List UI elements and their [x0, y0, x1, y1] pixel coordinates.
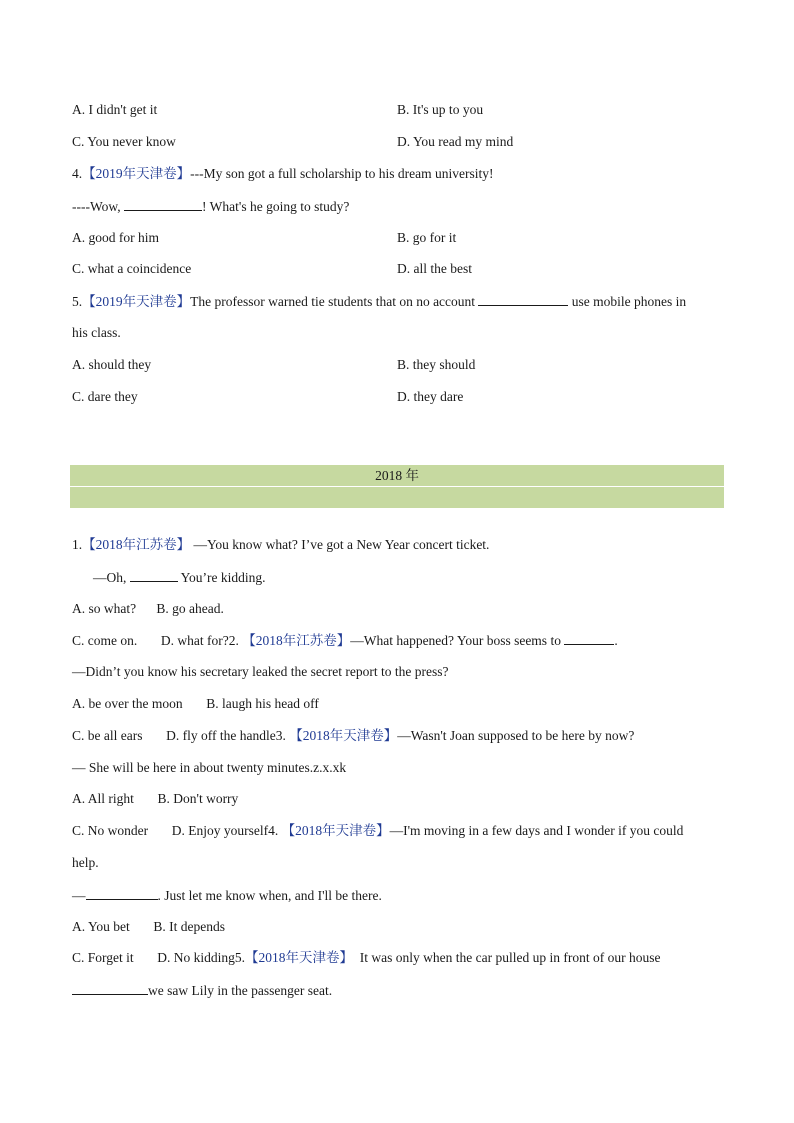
question-stem [72, 537, 489, 553]
options-ab: A. You bet B. It depends [72, 919, 226, 934]
question-number: 4. [72, 166, 83, 181]
stem-text: It was only when the car pulled up in front of our house [353, 950, 661, 965]
source-tag: 【2018年天津卷】 [245, 950, 354, 965]
answer-blank [72, 982, 148, 995]
option-b: B. It's up to you [397, 102, 484, 117]
stem-text: —What happened? Your boss seems to [350, 633, 565, 648]
reply-text: ! What's he going to study? [202, 199, 350, 214]
reply-text: You’re kidding. [177, 570, 266, 585]
answer-blank [478, 293, 568, 306]
stem-text: —I'm moving in a few days and I wonder if you could [389, 823, 684, 838]
question-number: 5. [72, 294, 83, 309]
options-cd: C. be all ears D. fly off the handle [72, 728, 276, 743]
section-divider [70, 486, 724, 487]
reply-text: —Oh, [93, 570, 130, 585]
reply-line [93, 569, 266, 586]
source-tag: 【2018年江苏卷】 [82, 537, 191, 552]
stem-text: ---My son got a full scholarship to his dream university! [190, 166, 494, 181]
options-and-question [72, 950, 660, 966]
reply-text: ----Wow, [72, 199, 125, 214]
question-stem [72, 293, 686, 310]
stem-text: —You know what? I’ve got a New Year concert ticket. [190, 537, 490, 552]
source-tag: 【2018年江苏卷】 [242, 633, 351, 648]
reply-text: — [72, 888, 86, 903]
options-and-question [72, 728, 634, 744]
reply-line: —Didn’t you know his secretary leaked the secret report to the press? [72, 664, 449, 679]
reply-line [72, 887, 382, 904]
source-tag: 【2019年天津卷】 [82, 294, 191, 309]
question-number: 2. [228, 633, 243, 648]
question-number: 3. [275, 728, 290, 743]
stem-text: we saw Lily in the passenger seat. [148, 983, 333, 998]
question-number: 4. [268, 823, 282, 838]
options-cd: C. come on. D. what for? [72, 633, 229, 648]
stem-continuation: help. [72, 855, 99, 870]
option-d: D. they dare [397, 389, 464, 404]
options-and-question [72, 632, 618, 649]
option-c: C. what a coincidence [72, 261, 192, 276]
question-stem [72, 166, 493, 182]
options-ab: A. be over the moon B. laugh his head off [72, 696, 319, 711]
reply-line [72, 198, 349, 215]
option-b: B. go for it [397, 230, 457, 245]
source-tag: 【2018年天津卷】 [289, 728, 398, 743]
options-ab: A. so what? B. go ahead. [72, 601, 224, 616]
stem-continuation [72, 982, 332, 999]
answer-blank [564, 632, 614, 645]
reply-line: — She will be here in about twenty minutes.z.x.xk [72, 760, 347, 775]
question-number: 5. [234, 950, 246, 965]
source-tag: 【2019年天津卷】 [82, 166, 191, 181]
options-cd: C. No wonder D. Enjoy yourself [72, 823, 269, 838]
stem-continuation: his class. [72, 325, 121, 340]
section-title: 2018 年 [375, 468, 419, 483]
options-and-question [72, 823, 683, 839]
stem-text: —Wasn't Joan supposed to be here by now? [397, 728, 635, 743]
answer-blank [86, 887, 158, 900]
option-a: A. should they [72, 357, 152, 372]
answer-blank [130, 569, 178, 582]
stem-text: The professor warned tie students that on no account [190, 294, 479, 309]
section-header [70, 465, 724, 508]
stem-text: use mobile phones in [568, 294, 687, 309]
option-a: A. I didn't get it [72, 102, 158, 117]
question-number: 1. [72, 537, 83, 552]
stem-text: . [614, 633, 618, 648]
option-d: D. You read my mind [397, 134, 514, 149]
option-c: C. dare they [72, 389, 138, 404]
answer-blank [124, 198, 202, 211]
option-b: B. they should [397, 357, 476, 372]
option-c: C. You never know [72, 134, 176, 149]
reply-text: . Just let me know when, and I'll be there. [157, 888, 382, 903]
options-ab: A. All right B. Don't worry [72, 791, 239, 806]
option-d: D. all the best [397, 261, 472, 276]
options-cd: C. Forget it D. No kidding [72, 950, 235, 965]
source-tag: 【2018年天津卷】 [281, 823, 390, 838]
option-a: A. good for him [72, 230, 159, 245]
